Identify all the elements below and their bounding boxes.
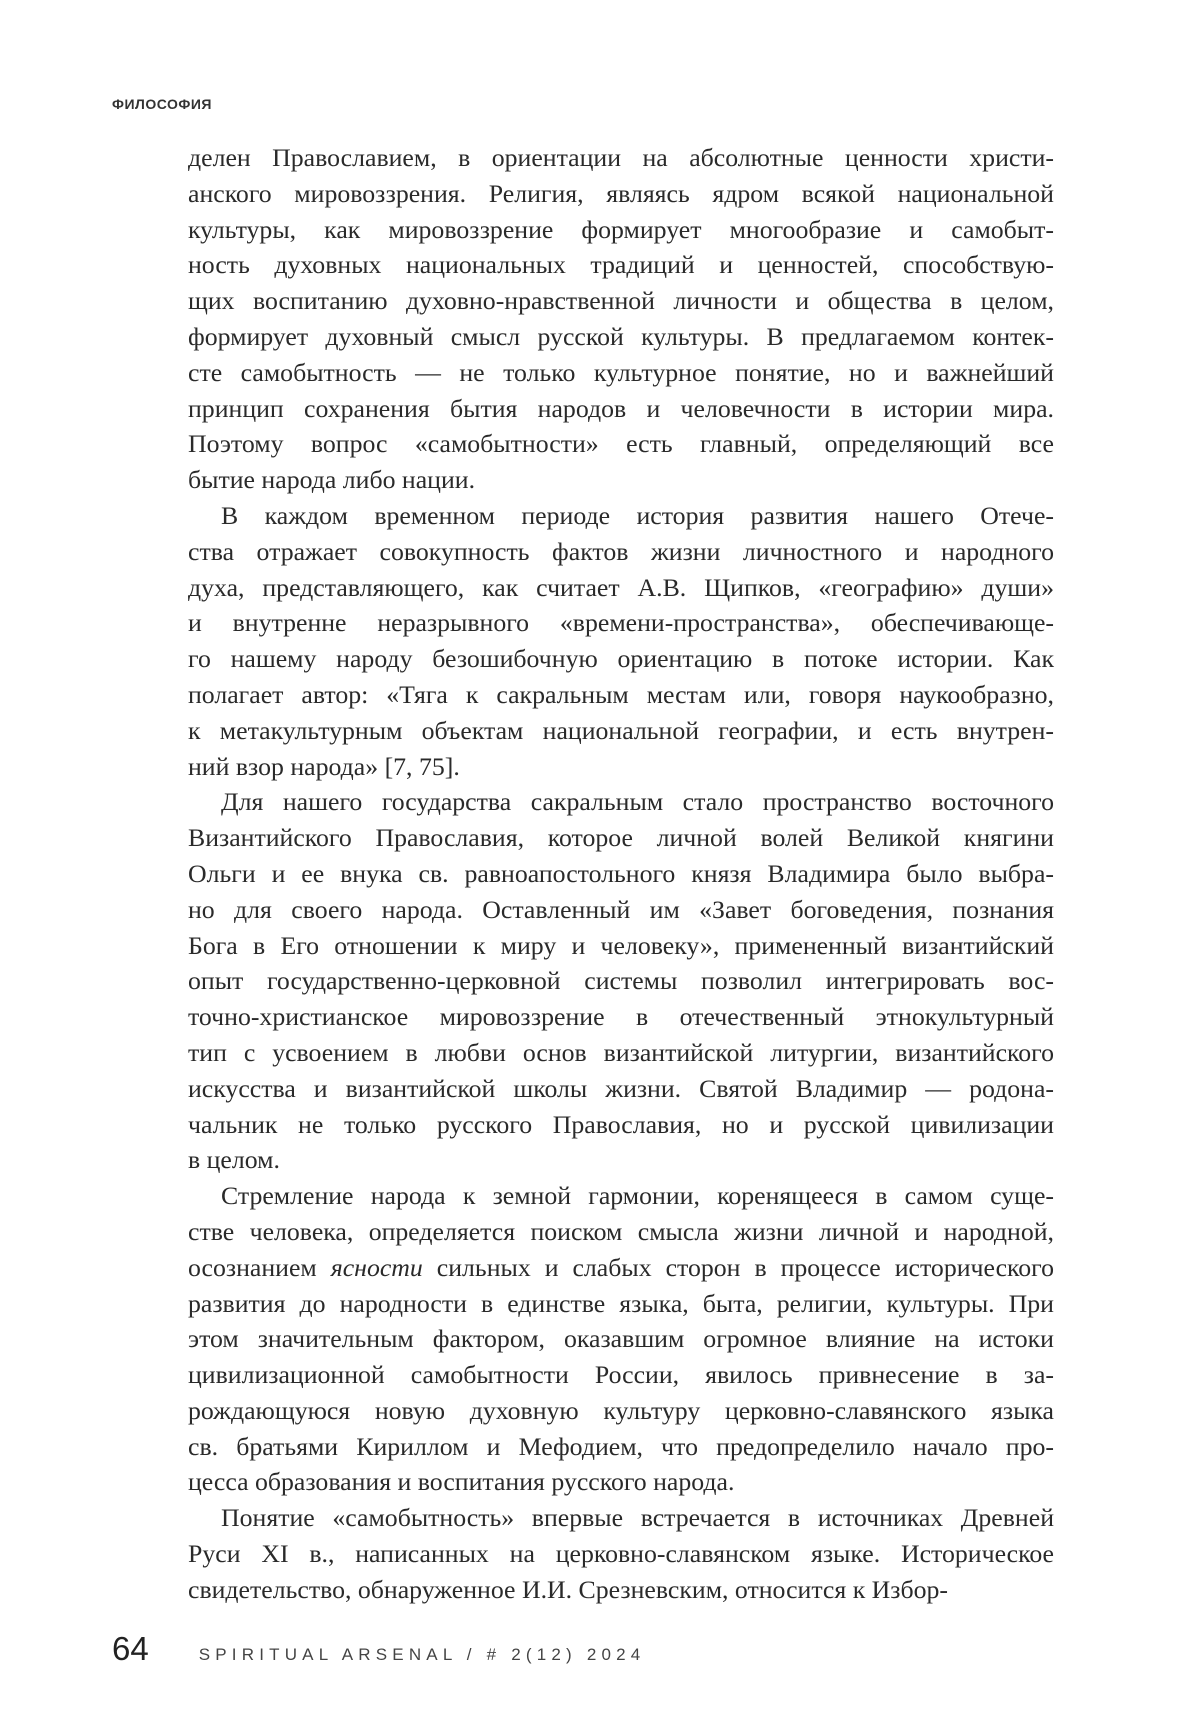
text-line: тип с усвоением в любви основ византийской литургии, византийского <box>188 1037 1054 1067</box>
text-line: чальник не только русского Православия, но и русской цивилизации <box>188 1109 1054 1139</box>
text-line: Поэтому вопрос «самобытности» есть главный, определяющий все <box>188 429 1054 459</box>
article-body <box>188 140 1054 1608</box>
text-line: Для нашего государства сакральным стало пространство восточного <box>221 787 1054 817</box>
text-line: формирует духовный смысл русской культуры. В предлагаемом контек- <box>188 321 1054 351</box>
text-line: стве человека, определяется поиском смысла жизни личной и народной, <box>188 1216 1054 1246</box>
text-line: принцип сохранения бытия народов и человечности в истории мира. <box>188 393 1054 423</box>
text-line: бытие народа либо нации. <box>188 465 476 495</box>
text-line: точно-христианское мировоззрение в отечественный этнокультурный <box>188 1002 1054 1032</box>
text-line: искусства и византийской школы жизни. Святой Владимир — родона- <box>188 1073 1054 1103</box>
text-line: опыт государственно-церковной системы позволил интегрировать вос- <box>188 966 1054 996</box>
text-line: но для своего народа. Оставленный им «Завет боговедения, познания <box>188 894 1054 924</box>
text-line: свидетельство, обнаруженное И.И. Срезневским, относится к Избор- <box>188 1574 949 1604</box>
emphasis: ясности <box>330 1252 423 1282</box>
paragraph <box>188 1178 1054 1500</box>
paragraph <box>188 140 1054 498</box>
text-line: и внутренне неразрывного «времени-пространства», обеспечивающе- <box>188 608 1054 638</box>
text-line: ний взор народа» [7, 75]. <box>188 751 460 781</box>
text-line: В каждом временном периоде история развития нашего Отече- <box>221 500 1054 530</box>
text-line: этом значительным фактором, оказавшим огромное влияние на истоки <box>188 1324 1054 1354</box>
page-number: 64 <box>112 1630 149 1667</box>
text-line: развития до народности в единстве языка, быта, религии, культуры. При <box>188 1288 1054 1318</box>
text-line: полагает автор: «Тяга к сакральным местам или, говоря наукообразно, <box>188 679 1054 709</box>
text-line: Понятие «самобытность» впервые встречается в источниках Древней <box>221 1503 1054 1533</box>
text-line: цесса образования и воспитания русского народа. <box>188 1467 735 1497</box>
text-line: Стремление народа к земной гармонии, коренящееся в самом суще- <box>221 1181 1054 1211</box>
paragraph <box>188 498 1054 784</box>
text-line: Ольги и ее внука св. равноапостольного князя Владимира было выбра- <box>188 858 1054 888</box>
text-line: культуры, как мировоззрение формирует многообразие и самобыт- <box>188 214 1054 244</box>
text-line: го нашему народу безошибочную ориентацию в потоке истории. Как <box>188 644 1054 674</box>
text-line: делен Православием, в ориентации на абсолютные ценности христи- <box>188 143 1054 172</box>
paragraph <box>188 1500 1054 1607</box>
footer <box>112 1630 645 1670</box>
text-line: щих воспитанию духовно-нравственной личности и общества в целом, <box>188 286 1054 316</box>
text-line: в целом. <box>188 1145 280 1175</box>
text-line: Бога в Его отношении к миру и человеку», примененный византийский <box>188 930 1054 960</box>
text-line: анского мировоззрения. Религия, являясь ядром всякой национальной <box>188 178 1054 208</box>
text-line: ства отражает совокупность фактов жизни личностного и народного <box>188 536 1054 566</box>
text-line: ность духовных национальных традиций и ценностей, способствую- <box>188 250 1054 280</box>
text-line: к метакультурным объектам национальной географии, и есть внутрен- <box>188 715 1054 745</box>
text-line: сте самобытность — не только культурное понятие, но и важнейший <box>188 357 1054 387</box>
journal-title: SPIRITUAL ARSENAL / # 2(12) 2024 <box>198 1645 646 1664</box>
text-line: рождающуюся новую духовную культуру церковно-славянского языка <box>188 1395 1054 1425</box>
section-label: ФИЛОСОФИЯ <box>112 96 212 112</box>
text-line: Руси XI в., написанных на церковно-славянском языке. Историческое <box>188 1539 1054 1569</box>
text-line: осознанием ясности сильных и слабых сторон в процессе исторического <box>188 1252 1054 1282</box>
text-line: Византийского Православия, которое личной волей Великой княгини <box>188 823 1054 853</box>
paragraph <box>188 784 1054 1178</box>
text-line: св. братьями Кириллом и Мефодием, что предопределило начало про- <box>188 1431 1054 1461</box>
text-line: цивилизационной самобытности России, явилось привнесение в за- <box>188 1360 1054 1390</box>
text-line: духа, представляющего, как считает А.В. Щипков, «географию» души» <box>188 572 1054 602</box>
